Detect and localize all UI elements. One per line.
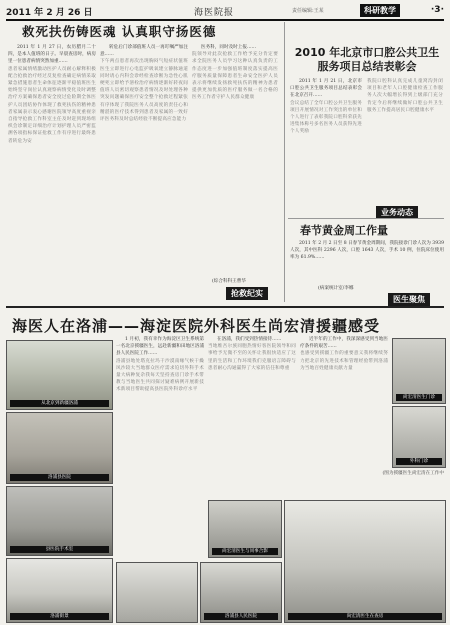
photo-hospital-building: [6, 412, 113, 484]
feature-lead: 1 月初，我有幸作为海淀区卫生系统第一名北京援疆医生，远赴新疆和田地区洛浦县人民医院工作……: [116, 337, 204, 357]
article-right-mid-byline: (病案统计室/李娜: [318, 286, 354, 291]
photo-street: [6, 558, 113, 623]
photo-clinic: [392, 338, 446, 404]
article-right-mid-body: [290, 240, 444, 282]
body-text-filler: 患者家属情绪激动医护人员耐心解释积极配合抢救治疗经过反复检查确定病情采取紧急措施患者生命体征逐渐平稳值班医生始终坚守岗位认真观察病情变化及时调整治疗方案确保患者安全度过危险期全体医护人员团结协作体现了救死扶伤的精神患者家属表示衷心感谢医院领导高度重视亲自指导抢救工作科室主任及时赶到现场组织会诊制定详细治疗计划护理人员严密监测各项指标保证抢救工作有序进行最终患者转危为安: [8, 66, 96, 144]
page-header: [6, 3, 444, 21]
body-text-filler: 会议总结了全年口腔公共卫生服务项目开展情况对工作突出的单位和个人进行了表彰我院口腔科荣获先进集体称号多名医务人员获得先进个人奖励: [290, 100, 362, 135]
body-text-filler: 我院口腔科认真完成儿童窝沟封闭项目和老年人口腔健康检查工作服务人次大幅增长得到上级部门充分肯定今后将继续做好口腔公共卫生服务工作提高居民口腔健康水平: [367, 79, 443, 113]
article-left-title: 救死扶伤铸医魂 认真职守扬医德: [22, 24, 217, 39]
photo-ward-round: [284, 500, 446, 623]
photo-colleagues: [116, 562, 198, 623]
photo-caption: 尚宏清医生在查房: [288, 613, 442, 620]
photo-arrival: [6, 340, 113, 410]
page-divider: [6, 306, 444, 308]
badge-business-news: 业务动态: [376, 206, 418, 219]
issue-date: 2011 年 2 月 26 日: [6, 8, 93, 18]
feature-credit: (图为援疆医生尚宏清在工作中: [382, 471, 444, 476]
photo-caption: 洛浦街景: [10, 613, 109, 620]
column-divider: [284, 22, 285, 302]
body-text-filler: 洛浦县地处塔克拉玛干沙漠南缘气候干燥风沙较大当地群众医疗需求迫切外科手术量大病种复杂我每天坚持查房门诊手术带教与当地医生共同探讨疑难病例开展新技术新项目帮助提高县医院外科诊疗水平: [116, 358, 204, 393]
body-text-filler: 院领导对此次抢救工作给予充分肯定要求全院医务人员学习这种认真负责的工作态度进一步加强值班制度落实提高医疗服务质量保障患者生命安全医护人员表示将继续发扬救死扶伤的精神为患者提供更加优质的医疗服务做一名合格的医务工作者守护人民群众健康: [192, 52, 278, 101]
feature-lead-2: 在洛浦，我们受到热情接待……: [217, 337, 282, 342]
article-right-mid-lead: 2011 年 2 月 2 日至 8 日春节黄金周期间，我院接诊门诊人次为 3939 人次，其中医科 2296 人次，口腔 1643 人次，手术 10 例，住院床位使用率为 61.9%……: [290, 241, 444, 261]
article-left-column-1: [8, 44, 96, 294]
article-right-top-column-2: [367, 78, 443, 202]
article-right-mid-title: 春节黄金周工作量: [300, 224, 388, 237]
article-left-lead-3: 医务科，同时及时上报……: [201, 45, 257, 50]
feature-column-3: [300, 336, 388, 466]
section-divider: [288, 218, 444, 219]
article-right-top-lead: 2011 年 1 月 21 日，北京市口腔公共卫生服务项目总结表彰会在北京召开……: [290, 79, 362, 99]
photo-caption: 洛浦县人民医院: [204, 613, 278, 620]
feature-column-1: [116, 336, 204, 558]
section-label: 科研教学: [360, 4, 400, 17]
body-text-filler: 也感受到援疆工作的重要意义我将继续努力把北京的先进技术和管理经验带到洛浦为当地百姓健康贡献力量: [300, 351, 388, 371]
photo-caption: 县医院手术室: [10, 546, 109, 553]
photo-caption: 从北京到新疆洛浦: [10, 400, 109, 407]
photo-caption: 尚宏清医生门诊: [396, 394, 442, 401]
photo-caption: 洛浦县医院: [10, 474, 109, 481]
body-text-filler: 当地维吾尔族同胞热情好客医院领导和同事给予无微不至的关怀让我很快适应了这里的生活和工作环境我们克服语言障碍与患者耐心沟通赢得了大家的信任和尊重: [208, 344, 296, 371]
feature-column-2: [208, 336, 296, 496]
photo-group: [208, 500, 282, 558]
article-left-lead-2: 转危后门诊部值班人员一再叮嘱严加注意……: [100, 45, 188, 58]
photo-caption: 尚宏清医生与同事合影: [212, 548, 278, 555]
article-right-top-column-1: [290, 78, 362, 218]
photo-county-hospital: [200, 562, 282, 623]
article-left-column-2: [100, 44, 188, 294]
feature-lead-3: 近半年的工作中，我深深感受到当地医疗条件的艰苦……: [300, 337, 388, 350]
editor-line: 责任编辑:王某: [292, 8, 324, 14]
badge-rescue-record: 抢救纪实: [226, 287, 268, 300]
paper-name: 海医院报: [194, 8, 235, 18]
photo-operating-room: [6, 486, 113, 556]
photo-caption: 外科门诊: [396, 458, 442, 465]
feature-title: 海医人在洛浦——海淀医院外科医生尚宏清援疆感受: [12, 317, 381, 335]
article-left-lead: 2011 年 1 月 27 日，农历腊月二十四，是本人值班的日子。早晨查房时，病房里一位患者病情突然加重……: [8, 45, 96, 65]
article-left-column-3: [192, 44, 278, 276]
badge-doctor-focus: 医生聚焦: [388, 293, 430, 306]
body-text-filler: 下午两点患者再次出现胸闷气短症状值班医生立即进行心电监护吸氧建立静脉通道同时请心内科会诊经检查诊断为急性心肌梗死立即给予溶栓治疗病情逐渐好转夜间值班人员密切观察患者情况及时处理各种突发问题确保医疗安全整个抢救过程紧张有序体现了我院医务人员高度的责任心和精湛的医疗技术得到患者及家属的一致好评医务科及时总结经验不断提高应急能力: [100, 59, 188, 123]
photo-outpatient: [392, 406, 446, 468]
article-left-byline: (综合科科王曹华: [212, 279, 246, 284]
article-right-top-title: 2010 年北京市口腔公共卫生服务项目总结表彰会: [294, 46, 440, 73]
page-number: ·3·: [430, 5, 444, 15]
